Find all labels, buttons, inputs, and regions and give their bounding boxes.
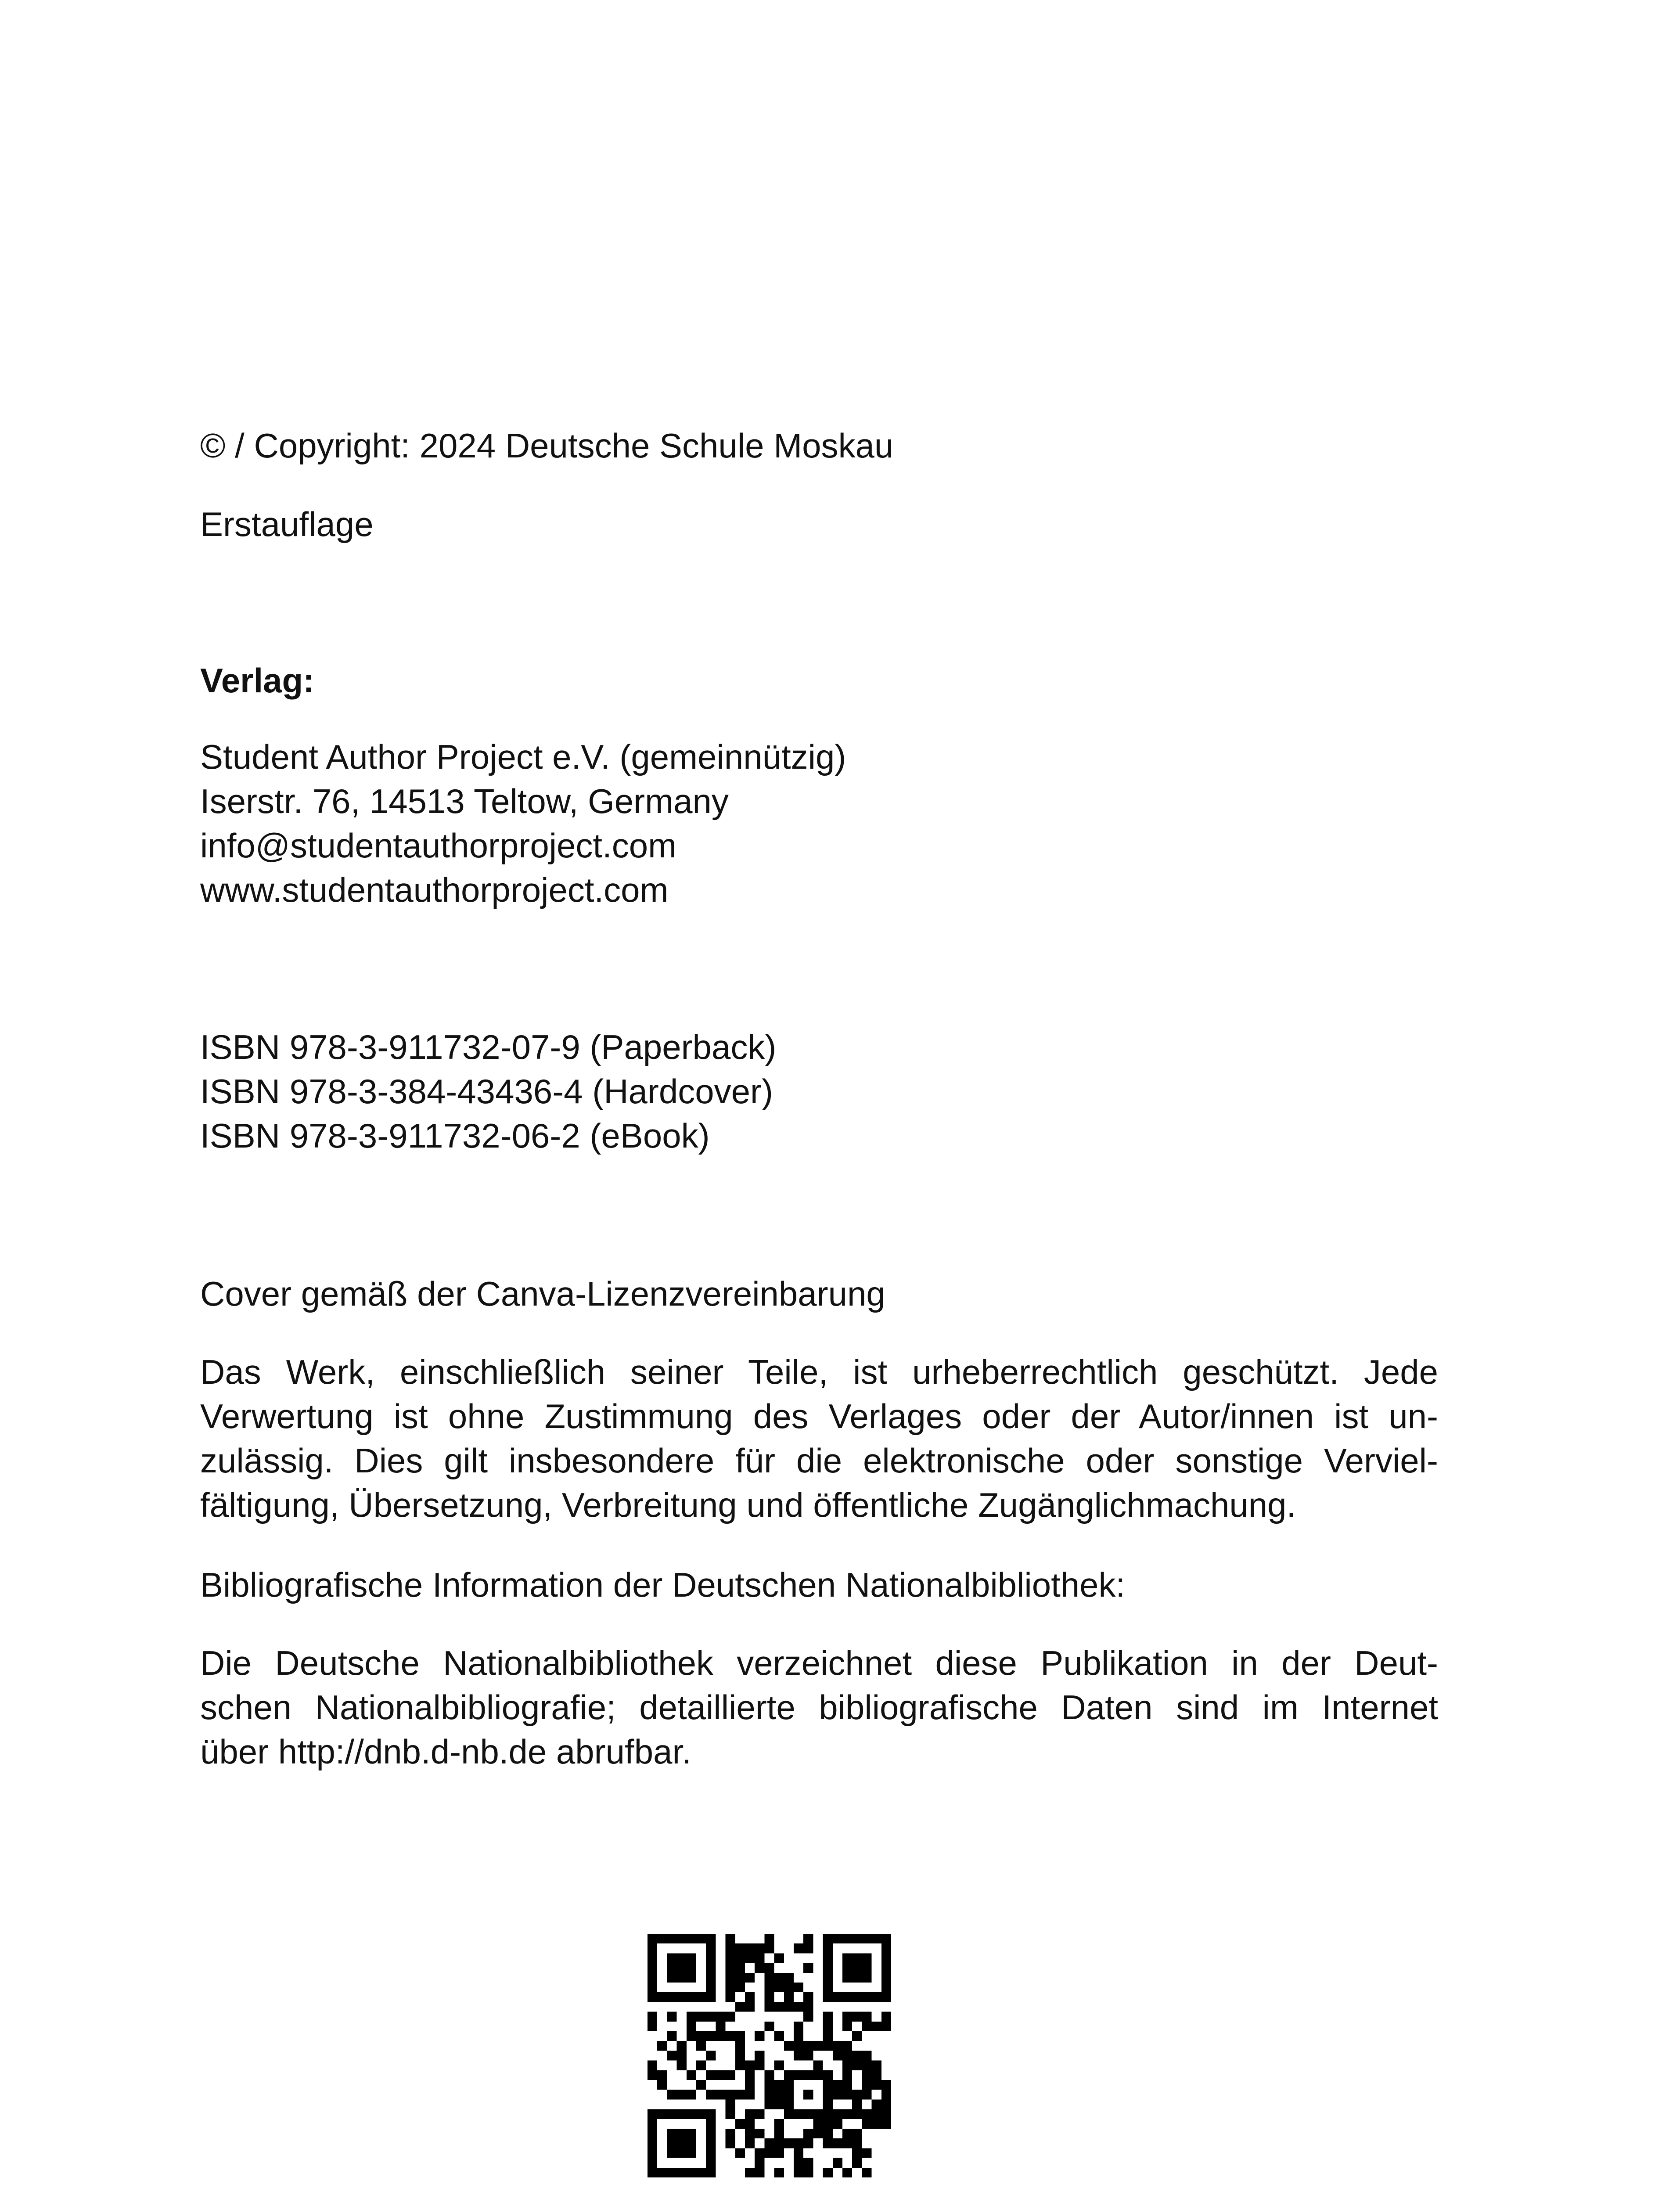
publisher-address <box>200 735 1438 912</box>
edition-block <box>200 502 1438 547</box>
isbn-block <box>200 1025 1438 1158</box>
rights-line: fältigung, Übersetzung, Verbreitung und öffentliche Zugänglichmachung. <box>200 1486 1296 1524</box>
qr-code-icon <box>648 1934 891 2177</box>
isbn-paperback: ISBN 978-3-911732-07-9 (Paperback) <box>200 1028 777 1066</box>
biblio-line: schen Nationalbibliografie; detaillierte bibliografische Daten sind im Internet <box>200 1688 1438 1727</box>
publisher-name: Student Author Project e.V. (gemeinnützig) <box>200 738 846 776</box>
isbn-ebook: ISBN 978-3-911732-06-2 (eBook) <box>200 1116 710 1155</box>
publisher-street: Iserstr. 76, 14513 Teltow, Germany <box>200 782 729 820</box>
qr-code-graphic <box>648 1934 891 2177</box>
biblio-line: Die Deutsche Nationalbibliothek verzeichnet diese Publikation in der Deut- <box>200 1644 1438 1682</box>
rights-paragraph <box>200 1350 1438 1527</box>
rights-line: Das Werk, einschließlich seiner Teile, ist urheberrechtlich geschützt. Jede <box>200 1353 1438 1391</box>
biblio-heading-block <box>200 1563 1438 1607</box>
isbn-hardcover: ISBN 978-3-384-43436-4 (Hardcover) <box>200 1072 773 1111</box>
publisher-heading: Verlag: <box>200 661 315 700</box>
biblio-heading: Bibliografische Information der Deutschen Nationalbibliothek: <box>200 1565 1126 1604</box>
rights-line: zulässig. Dies gilt insbesondere für die elektronische oder sonstige Verviel- <box>200 1441 1438 1480</box>
cover-note: Cover gemäß der Canva-Lizenzvereinbarung <box>200 1274 885 1313</box>
copyright-line: © / Copyright: 2024 Deutsche Schule Moskau <box>200 426 894 465</box>
publisher-email: info@studentauthorproject.com <box>200 826 677 865</box>
biblio-paragraph <box>200 1641 1438 1774</box>
rights-line: Verwertung ist ohne Zustimmung des Verlages oder der Autor/innen ist un- <box>200 1397 1438 1436</box>
publisher-heading-block <box>200 658 1438 703</box>
copyright-block <box>200 424 1438 468</box>
biblio-line: über http://dnb.d-nb.de abrufbar. <box>200 1732 691 1771</box>
publisher-website: www.studentauthorproject.com <box>200 871 669 909</box>
cover-note-block <box>200 1272 1438 1316</box>
edition-line: Erstauflage <box>200 505 374 543</box>
